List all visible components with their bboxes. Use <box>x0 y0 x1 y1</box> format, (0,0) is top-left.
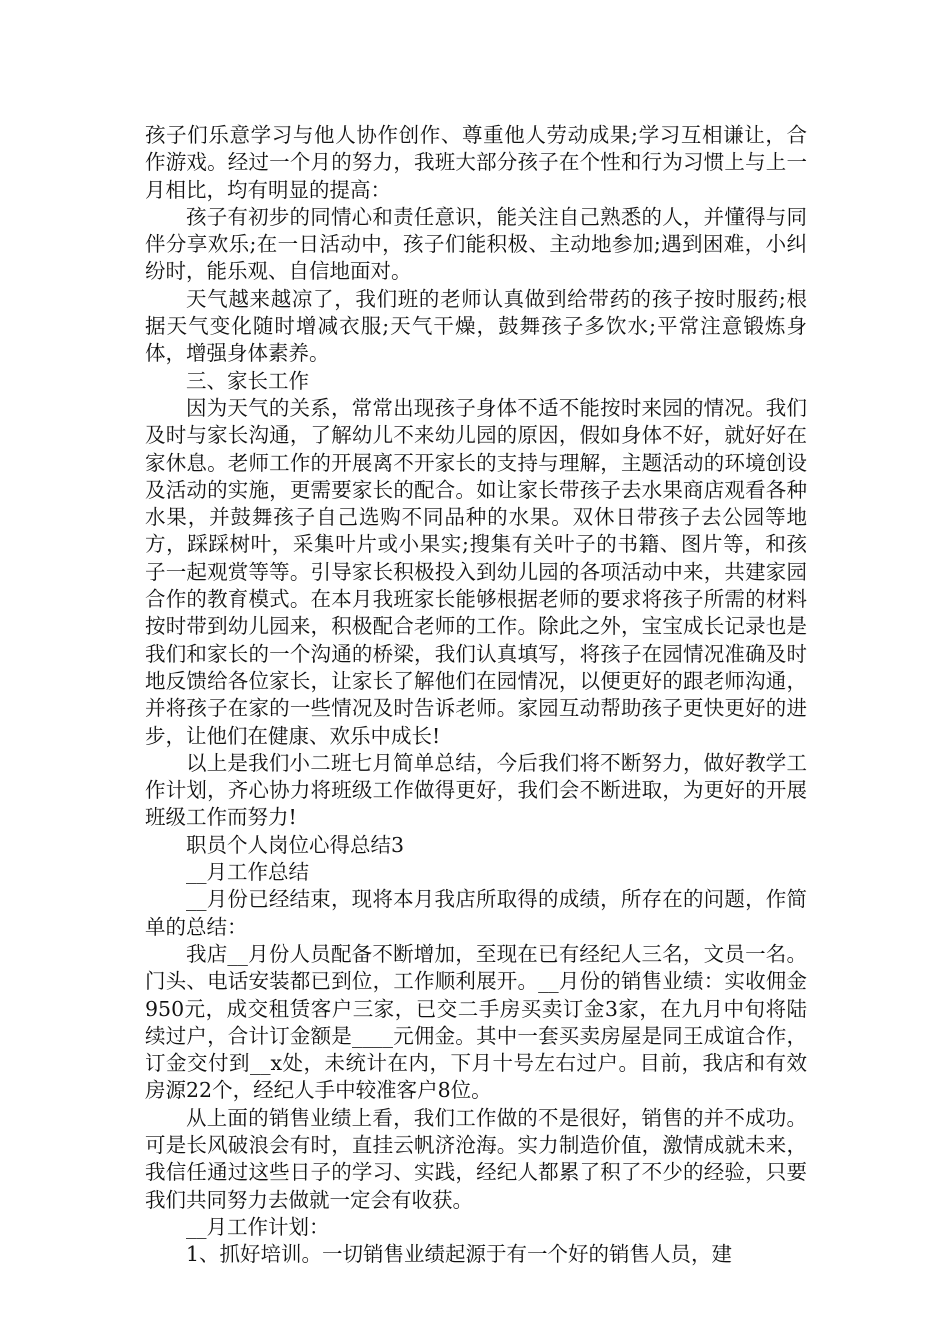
section-heading-monthly-summary: __月工作总结 <box>186 860 309 885</box>
paragraph-empathy: 孩子有初步的同情心和责任意识，能关注自己熟悉的人，并懂得与同伴分享欢乐;在一日活动中，孩子们能积极、主动地参加;遇到困难，小纠纷时，能乐观、自信地面对。 <box>145 204 807 284</box>
document-body <box>145 122 807 1268</box>
document-subtitle: 职员个人岗位心得总结3 <box>186 832 405 857</box>
paragraph-summary-conclusion: 以上是我们小二班七月简单总结，今后我们将不断努力，做好教学工作计划，齐心协力将班级工作做得更好，我们会不断进取，为更好的开展班级工作而努力! <box>145 750 807 830</box>
paragraph-weather-care: 天气越来越凉了，我们班的老师认真做到给带药的孩子按时服药;根据天气变化随时增减衣服;天气干燥，鼓舞孩子多饮水;平常注意锻炼身体，增强身体素养。 <box>145 286 807 366</box>
paragraph-sales-reflection: 从上面的销售业绩上看，我们工作做的不是很好，销售的并不成功。可是长风破浪会有时，直挂云帆济沧海。实力制造价值，激情成就未来，我信任通过这些日子的学习、实践，经纪人都累了积了不少的经验，只要我们共同努力去做就一定会有收获。 <box>145 1105 807 1212</box>
section-heading-monthly-plan: __月工作计划： <box>186 1214 330 1239</box>
paragraph-continuation: 孩子们乐意学习与他人协作创作、尊重他人劳动成果;学习互相谦让，合作游戏。经过一个月的努力，我班大部分孩子在个性和行为习惯上与上一月相比，均有明显的提高： <box>145 123 807 202</box>
paragraph-parent-work: 因为天气的关系，常常出现孩子身体不适不能按时来园的情况。我们及时与家长沟通，了解幼儿不来幼儿园的原因，假如身体不好，就好好在家休息。老师工作的开展离不开家长的支持与理解，主题活动的环境创设及活动的实施，更需要家长的配合。如让家长带孩子去水果商店观看各种水果，并鼓舞孩子自己选购不同品种的水果。双休日带孩子去公园等地方，踩踩树叶，采集叶片或小果实;搜集有关叶子的书籍、图片等，和孩子一起观赏等等。引导家长积极投入到幼儿园的各项活动中来，共建家园合作的教育模式。在本月我班家长能够根据老师的要求将孩子所需的材料按时带到幼儿园来，积极配合老师的工作。除此之外，宝宝成长记录也是我们和家长的一个沟通的桥梁，我们认真填写，将孩子在园情况准确及时地反馈给各位家长，让家长了解他们在园情况，以便更好的跟老师沟通，并将孩子在家的一些情况及时告诉老师。家园互动帮助孩子更快更好的进步，让他们在健康、欢乐中成长! <box>145 395 807 748</box>
paragraph-month-intro: __月份已经结束，现将本月我店所取得的成绩，所存在的问题，作简单的总结： <box>145 887 807 939</box>
section-heading-parent-work: 三、家长工作 <box>186 368 309 393</box>
paragraph-plan-training: 1、抓好培训。一切销售业绩起源于有一个好的销售人员，建 <box>186 1242 733 1267</box>
paragraph-sales-results: 我店__月份人员配备不断增加，至现在已有经纪人三名，文员一名。门头、电话安装都已到位，工作顺利展开。__月份的销售业绩：实收佣金950元，成交租赁客户三家，已交二手房买卖订金3家，在九月中旬将陆续过户，合计订金额是____元佣金。其中一套买卖房屋是同王成谊合作，订金交付到__x处，未统计在内，下月十号左右过户。目前，我店和有效房源22个，经纪人手中较准客户8位。 <box>145 941 807 1103</box>
